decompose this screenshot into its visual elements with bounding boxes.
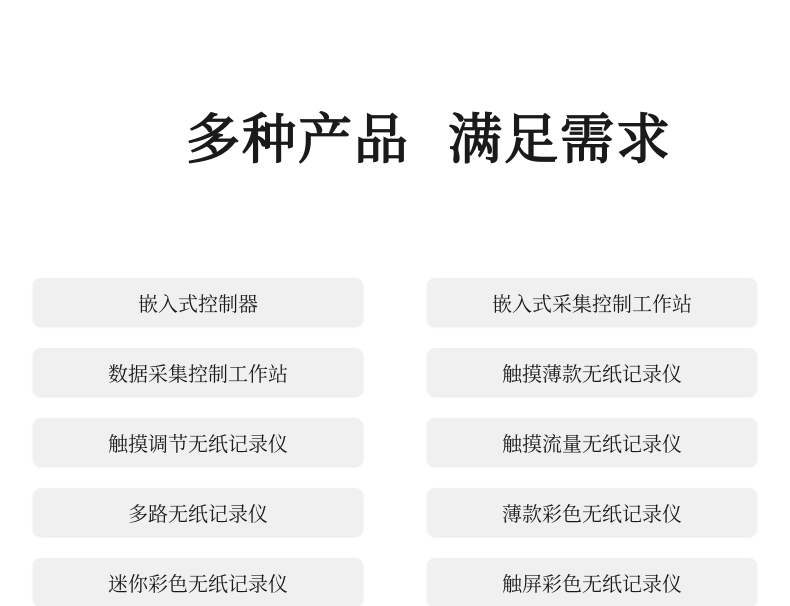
page-title-part1: 多种产品 <box>186 110 410 171</box>
list-item[interactable]: 数据采集控制工作站 <box>33 348 363 396</box>
list-item[interactable]: 触屏彩色无纸记录仪 <box>427 558 757 606</box>
product-columns <box>0 278 790 606</box>
page-title-part2: 满足需求 <box>448 110 672 171</box>
list-item[interactable]: 触摸流量无纸记录仪 <box>427 418 757 466</box>
page-title <box>0 0 790 230</box>
list-item[interactable]: 触摸调节无纸记录仪 <box>33 418 363 466</box>
list-item[interactable]: 多路无纸记录仪 <box>33 488 363 536</box>
product-column-left <box>33 278 363 606</box>
list-item[interactable]: 薄款彩色无纸记录仪 <box>427 488 757 536</box>
list-item[interactable]: 迷你彩色无纸记录仪 <box>33 558 363 606</box>
product-column-right <box>427 278 757 606</box>
list-item[interactable]: 嵌入式采集控制工作站 <box>427 278 757 326</box>
list-item[interactable]: 触摸薄款无纸记录仪 <box>427 348 757 396</box>
list-item[interactable]: 嵌入式控制器 <box>33 278 363 326</box>
